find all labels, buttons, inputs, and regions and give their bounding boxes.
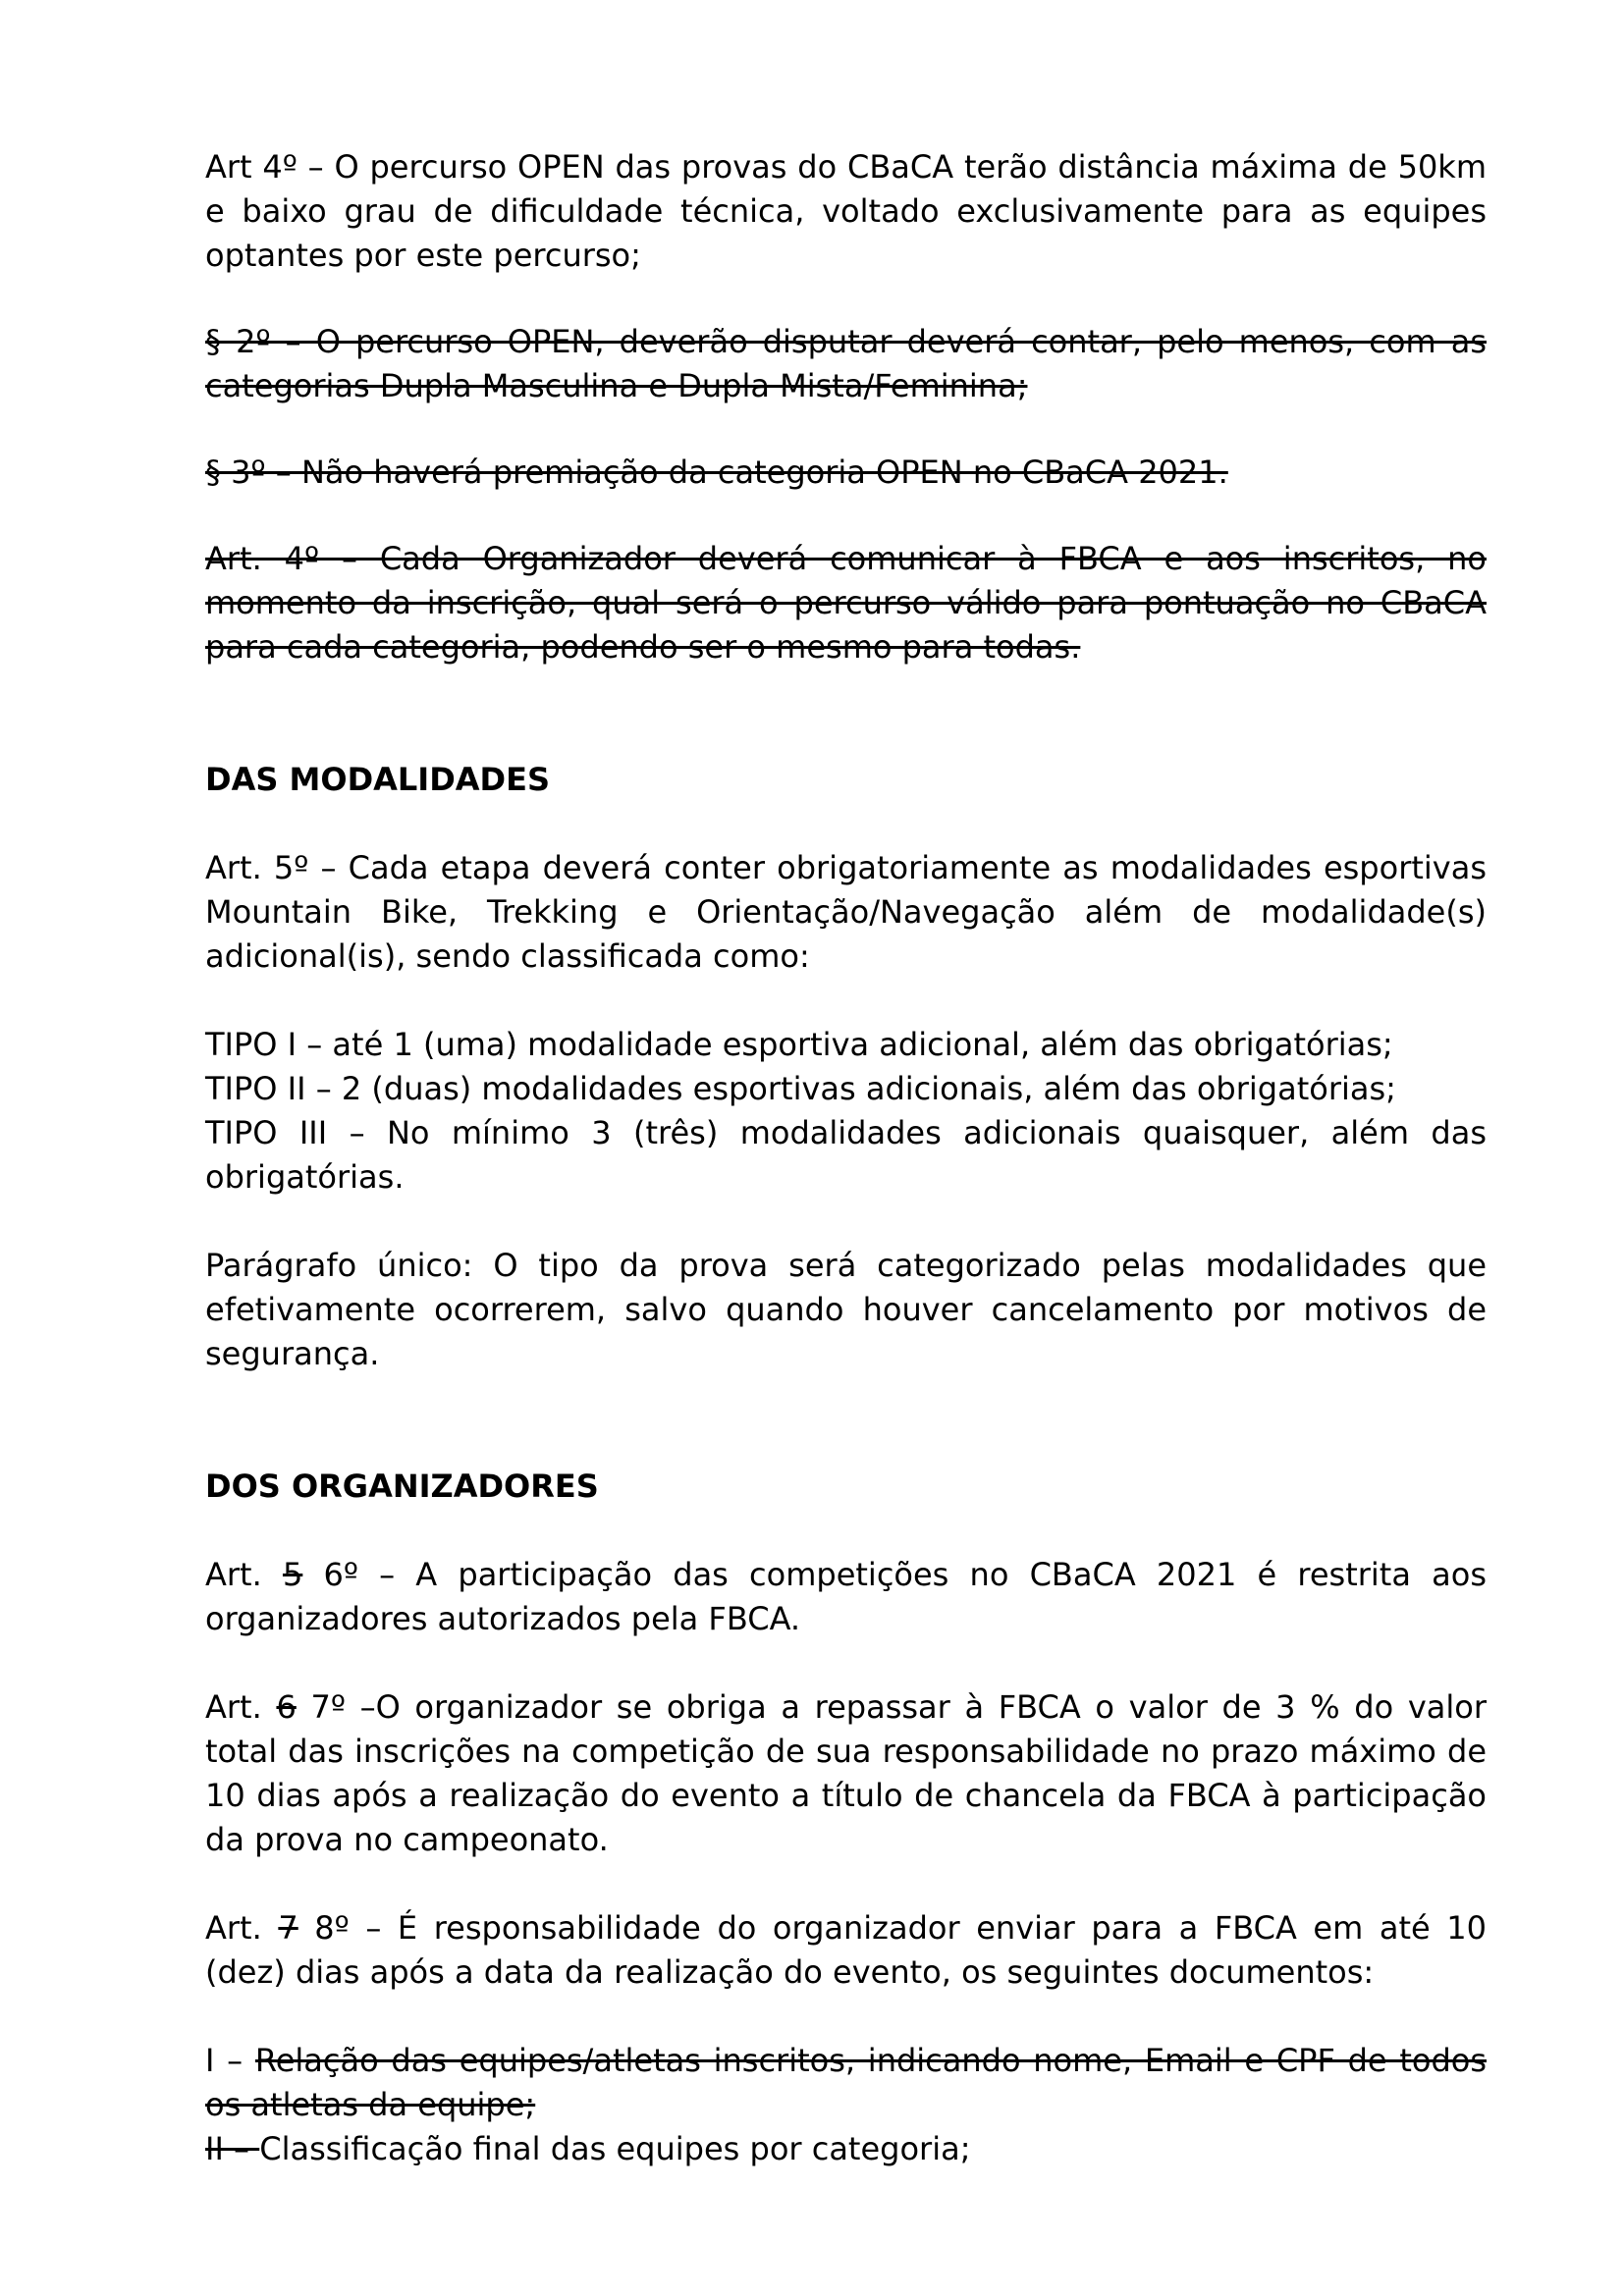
- article-6-text: 6º – A participação das competições no CBaCA 2021 é restrita aos organizadores autorizados pela FBCA.: [205, 1556, 1488, 1637]
- item-2: [205, 2127, 1487, 2171]
- tipo-2: TIPO II – 2 (duas) modalidades esportivas adicionais, além das obrigatórias;: [205, 1070, 1396, 1107]
- article-8-old-number: 7: [278, 1909, 298, 1947]
- article-6: [205, 1553, 1487, 1641]
- article-6-prefix: Art.: [205, 1556, 283, 1593]
- tipo-1: TIPO I – até 1 (uma) modalidade esportiva adicional, além das obrigatórias;: [205, 1026, 1393, 1063]
- article-7-old-number: 6: [276, 1688, 297, 1726]
- item-2-struck-prefix: II –: [205, 2130, 260, 2167]
- heading-modalidades: DAS MODALIDADES: [205, 761, 550, 798]
- item-2-text: Classificação final das equipes por categoria;: [259, 2130, 971, 2167]
- article-4-open: Art 4º – O percurso OPEN das provas do CBaCA terão distância máxima de 50km e baixo grau de dificuldade técnica, voltado exclusivamente para as equipes optantes por este percurso;: [205, 148, 1487, 274]
- article-8-text: 8º – É responsabilidade do organizador enviar para a FBCA em até 10 (dez) dias após a data da realização do evento, os seguintes documentos:: [205, 1909, 1488, 1991]
- article-8-prefix: Art.: [205, 1909, 279, 1947]
- paragraph-2-struck: § 2º – O percurso OPEN, deverão disputar deverá contar, pelo menos, com as categorias Dupla Masculina e Dupla Mista/Feminina;: [205, 323, 1487, 404]
- article-7-text: 7º –O organizador se obriga a repassar à FBCA o valor de 3 % do valor total das inscrições na competição de sua responsabilidade no prazo máximo de 10 dias após a realização do evento a título de chancela da FBCA à participação da prova no campeonato.: [205, 1688, 1488, 1858]
- item-1-struck-text: Relação das equipes/atletas inscritos, indicando nome, Email e CPF de todos os atletas da equipe;: [205, 2042, 1487, 2123]
- article-4-struck: Art. 4º – Cada Organizador deverá comunicar à FBCA e aos inscritos, no momento da inscrição, qual será o percurso válido para pontuação no CBaCA para cada categoria, podendo ser o mesmo para todas.: [205, 540, 1487, 666]
- article-8: [205, 1906, 1487, 1995]
- tipo-3: TIPO III – No mínimo 3 (três) modalidades adicionais quaisquer, além das obrigatórias.: [205, 1114, 1487, 1196]
- article-7: [205, 1685, 1487, 1862]
- item-1: [205, 2039, 1487, 2127]
- paragraph-3-struck: § 3º – Não haverá premiação da categoria OPEN no CBaCA 2021.: [205, 454, 1228, 491]
- item-1-prefix: I –: [205, 2042, 255, 2079]
- article-7-prefix: Art.: [205, 1688, 277, 1726]
- article-5: Art. 5º – Cada etapa deverá conter obrigatoriamente as modalidades esportivas Mountain Bike, Trekking e Orientação/Navegação além de modalidade(s) adicional(is), sendo classificada como:: [205, 849, 1487, 975]
- paragrafo-unico: Parágrafo único: O tipo da prova será categorizado pelas modalidades que efetivamente ocorrerem, salvo quando houver cancelamento por motivos de segurança.: [205, 1247, 1487, 1372]
- article-6-old-number: 5: [282, 1556, 303, 1593]
- document-page: [205, 145, 1487, 2171]
- heading-organizadores: DOS ORGANIZADORES: [205, 1468, 599, 1505]
